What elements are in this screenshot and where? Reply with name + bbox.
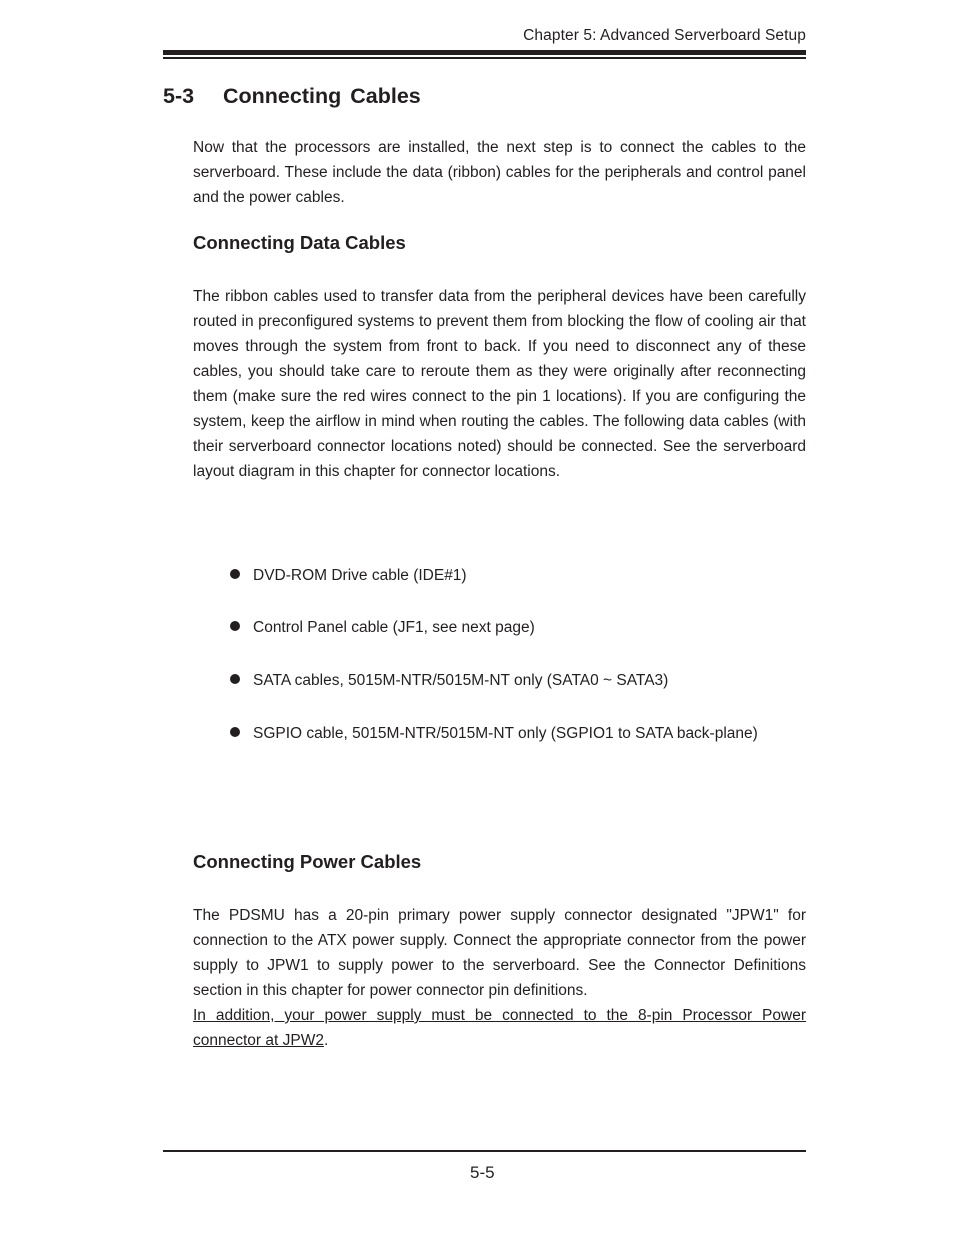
power-cables-paragraph [193, 903, 806, 1053]
power-cables-body: The PDSMU has a 20-pin primary power supply connector designated "JPW1" for connection to the ATX power supply. Connect the appropriate connector from the power supply to JPW1 to supply power to the serverboard. See the Connector Definitions section in this chapter for power connector pin definitions. [193, 907, 806, 999]
data-cables-heading: Connecting Data Cables [193, 232, 406, 253]
power-cables-note: In addition, your power supply must be connected to the 8-pin Processor Power connector at JPW2 [193, 1007, 806, 1049]
power-cables-heading: Connecting Power Cables [193, 851, 422, 872]
list-item [230, 721, 770, 746]
intro-paragraph: Now that the processors are installed, the next step is to connect the cables to the serverboard. These include the data (ribbon) cables for the peripherals and control panel and the power cables. [193, 139, 806, 206]
list-item-text: Control Panel cable (JF1, see next page) [253, 619, 535, 636]
footer-rule [163, 1150, 806, 1152]
bullet-icon [230, 569, 240, 579]
list-item [230, 563, 790, 588]
list-item-text: SATA cables, 5015M-NTR/5015M-NT only (SATA0 ~ SATA3) [253, 672, 669, 689]
section-title-word-2: Cables [350, 84, 421, 108]
section-title-word-1: Connecting [223, 84, 342, 108]
data-cables-paragraph: The ribbon cables used to transfer data from the peripheral devices have been carefully routed in preconfigured systems to prevent them from blocking the flow of cooling air that moves through the system from front to back. If you need to disconnect any of these cables, you should take care to reroute them as they were originally after reconnecting them (make sure the red wires connect to the pin 1 locations). If you are configuring the system, keep the airflow in mind when routing the cables. The following data cables (with their serverboard connector locations noted) should be connected. See the serverboard layout diagram in this chapter for connector locations. [193, 288, 806, 480]
section-number: 5-3 [163, 84, 195, 108]
list-item [230, 668, 790, 693]
bullet-icon [230, 727, 240, 737]
list-item-text: SGPIO cable, 5015M-NTR/5015M-NT only (SGPIO1 to SATA back-plane) [253, 725, 758, 742]
list-item [230, 615, 790, 640]
list-item-text: DVD-ROM Drive cable (IDE#1) [253, 567, 467, 584]
section-title [163, 84, 421, 109]
bullet-icon [230, 621, 240, 631]
page-number: 5-5 [470, 1163, 495, 1182]
bullet-icon [230, 674, 240, 684]
running-header: Chapter 5: Advanced Serverboard Setup [523, 27, 806, 44]
header-rule-thin [163, 57, 806, 59]
header-rule-thick [163, 50, 806, 55]
power-cables-note-end: . [323, 1032, 329, 1049]
